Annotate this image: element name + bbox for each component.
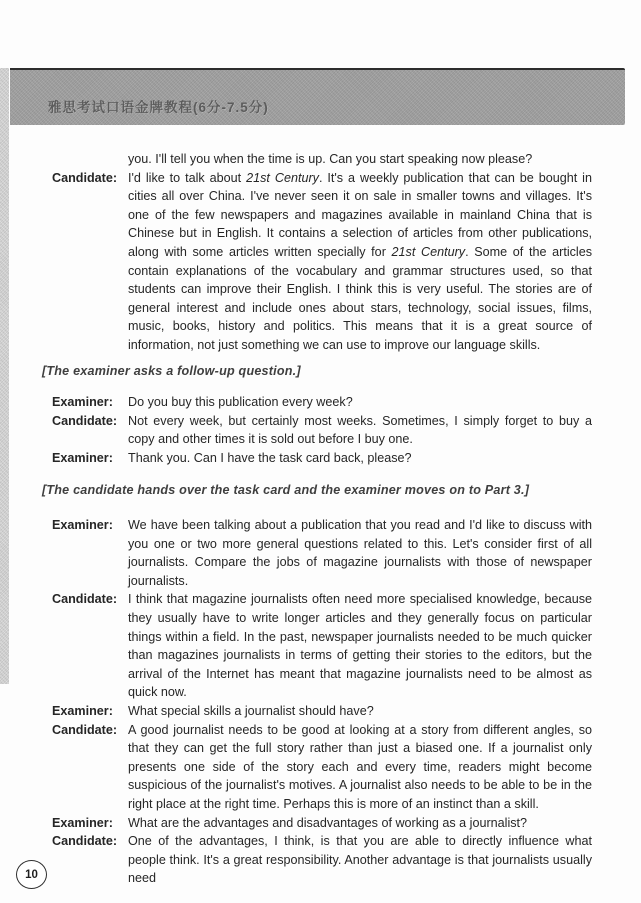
page-number-badge <box>16 860 47 889</box>
speaker-label <box>52 150 128 169</box>
speech-text <box>128 169 592 355</box>
speaker-label: Examiner: <box>52 450 113 465</box>
dialogue-turn <box>52 721 592 814</box>
speaker-label: Candidate: <box>52 170 118 185</box>
scan-edge-strip <box>0 68 9 684</box>
page-number: 10 <box>25 868 38 881</box>
speech-segment: Do you buy this publication every week? <box>128 395 353 410</box>
chapter-title: 雅思考试口语金牌教程(6分-7.5分) <box>48 100 269 115</box>
dialogue-turn <box>52 516 592 590</box>
speech-segment: What are the advantages and disadvantages of working as a journalist? <box>128 815 528 830</box>
speaker-label: Examiner: <box>52 704 113 719</box>
speech-text <box>128 721 592 814</box>
speaker-label: Candidate: <box>52 413 118 428</box>
stage-direction: [The candidate hands over the task card and the examiner moves on to Part 3.] <box>42 482 530 497</box>
speech-text <box>128 702 592 721</box>
speaker-label: Examiner: <box>52 518 113 533</box>
speaker-label: Examiner: <box>52 815 113 830</box>
dialogue-turn <box>52 590 592 702</box>
dialogue-turn <box>52 449 592 468</box>
speech-text <box>128 449 592 468</box>
dialogue-content <box>42 150 593 888</box>
speech-segment: One of the advantages, I think, is that you are able to directly influence what people think. It's a great responsibility. Another advantage is that journalists usually need <box>128 834 592 886</box>
publication-title: 21st Century <box>391 244 466 259</box>
publication-title: 21st Century <box>246 170 319 185</box>
dialogue-turn <box>52 702 592 721</box>
dialogue-turn <box>52 169 592 355</box>
dialogue-turn <box>52 412 592 449</box>
speech-segment: I think that magazine journalists often need more specialised knowledge, because they usually have to write longer articles and they generally focus on particular things within a field. In the past, newspaper journalists needed to be much quicker than magazines journalists in terms of getting their stories to the editors, but the arrival of the Internet has meant that magazine journalists need to be almost as quick now. <box>128 592 592 700</box>
stage-direction: [The examiner asks a follow-up question.] <box>42 363 301 378</box>
speaker-label: Candidate: <box>52 834 118 849</box>
speech-segment: A good journalist needs to be good at looking at a story from different angles, so that they can get the full story rather than just a biased one. If a journalist only presents one side of the story each and every time, readers might become suspicious of the journalist's motives. A journalist also needs to be able to be in the right place at the right time. Perhaps this is more of an instinct than a skill. <box>128 722 592 811</box>
speech-text <box>128 814 592 833</box>
speech-segment: We have been talking about a publication that you read and I'd like to discuss with you one or two more general questions related to this. Let's consider first of all journalists. Compare the jobs of magazine journalists with those of newspaper journalists. <box>128 518 592 588</box>
speech-segment: What special skills a journalist should have? <box>128 704 374 719</box>
speaker-label: Examiner: <box>52 395 113 410</box>
speech-text <box>128 393 592 412</box>
speech-text <box>128 832 592 888</box>
dialogue-turn <box>52 150 592 169</box>
chapter-header-band <box>10 68 625 125</box>
dialogue-turn <box>52 814 592 833</box>
speech-text <box>128 516 592 590</box>
speech-text <box>128 590 592 702</box>
speech-segment: . It's a weekly publication that can be bought in cities all over China. I've never seen it on sale in smaller towns and villages. It's one of the few newspapers and magazines available in mainland China that is Chinese but in English. It contains a selection of articles from other publications, along with some articles written specially for <box>128 170 592 259</box>
speech-segment: I'd like to talk about <box>128 170 247 185</box>
dialogue-turn <box>52 832 592 888</box>
speech-segment: you. I'll tell you when the time is up. Can you start speaking now please? <box>128 152 533 166</box>
speech-text <box>128 412 592 449</box>
speech-segment: . Some of the articles contain explanations of the vocabulary and grammar structures used, so that students can improve their English. I think this is very useful. The stories are of general interest and include ones about stars, technology, social issues, films, music, books, history and politics. This means that it is a great source of information, not just something we can use to improve our language skills. <box>128 244 593 352</box>
speech-text <box>128 150 592 169</box>
speech-segment: Not every week, but certainly most weeks. Sometimes, I simply forget to buy a copy and other times it is sold out before I buy one. <box>128 413 592 447</box>
speaker-label: Candidate: <box>52 722 118 737</box>
speech-segment: Thank you. Can I have the task card back, please? <box>128 450 412 465</box>
speaker-label: Candidate: <box>52 592 118 607</box>
dialogue-turn <box>52 393 592 412</box>
